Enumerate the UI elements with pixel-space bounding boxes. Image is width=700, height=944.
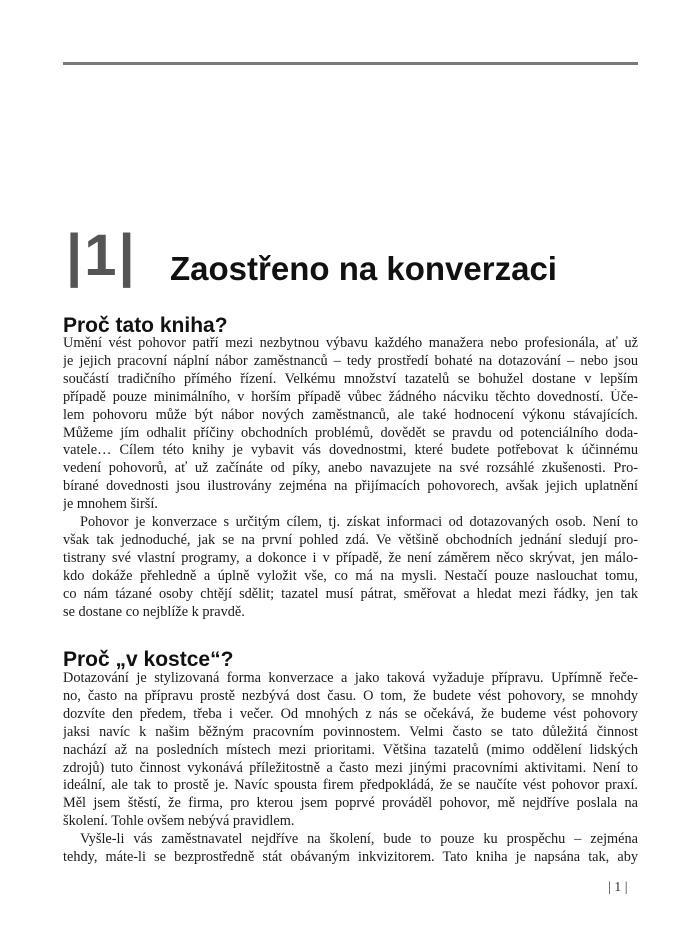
top-rule <box>63 62 638 65</box>
text-line: je mnohem širší. <box>63 496 158 513</box>
page-number: | 1 | <box>608 880 628 895</box>
text-line: nachází až na posledních místech mezi prioritami. Většina tazatelů (mimo oddělení lidských <box>63 741 638 758</box>
text-line: co nám tázané osoby chtějí sdělit; tazatel musí pátrat, směřovat a hledat mezi řádky, jen tak <box>63 585 638 602</box>
text-line: Pohovor je konverzace s určitým cílem, tj. získat informaci od dotazovaných osob. Není to <box>80 514 638 531</box>
text-line: školení. Tohle ovšem nebývá pravidlem. <box>63 813 295 830</box>
text-line: kdo dokáže přehledně a úplně vyložit vše, co má na mysli. Nestačí pouze naslouchat tomu, <box>63 567 638 584</box>
chapter-title: Zaostřeno na konverzaci <box>170 250 557 287</box>
text-line: Vyšle-li vás zaměstnavatel nejdříve na školení, bude to pouze ku prospěchu – zejména <box>80 831 638 848</box>
text-line: tistrany své vlastní programy, a dokonce i v případě, že není záměrem něco skrývat, jen málo- <box>63 549 638 566</box>
text-line: součástí tradičního přímého řízení. Velkému množství tazatelů se bohužel dostane v lepším <box>63 370 638 387</box>
text-line: Měl jsem štěstí, že firma, pro kterou jsem poprvé prováděl pohovor, mě nejdříve poslala na <box>63 795 638 812</box>
text-line: Můžeme jím odhalit příčiny obchodních problémů, dovědět se pravdu od potenciálního doda- <box>63 424 638 441</box>
section-heading: Proč tato kniha? <box>63 314 228 337</box>
text-line: bírané dovednosti jsou ilustrovány zejména na přijímacích pohovorech, avšak jejich uplatnění <box>63 478 638 495</box>
section-heading: Proč „v kostce“? <box>63 648 234 671</box>
chapter-number: |1| <box>66 223 137 288</box>
text-line: ideální, ale tak to prostě je. Navíc spousta firem předpokládá, že se naučíte vést pohovor praxí. <box>63 777 638 794</box>
text-line: je jejich pracovní náplní nábor zaměstnanců – tedy prostředí bohaté na dotazování – nebo jsou <box>63 352 638 369</box>
text-line: tehdy, máte-li se bezprostředně stát obávaným inkvizitorem. Tato kniha je napsána tak, aby <box>63 849 638 866</box>
text-line: se dostane co nejblíže k pravdě. <box>63 603 245 620</box>
text-line: vatele… Cílem této knihy je vybavit vás dovednostmi, které budete potřebovat k účinnému <box>63 442 638 459</box>
text-line: lem pohovoru může být nábor nových zaměstnanců, ale také hodnocení výkonu stávajících. <box>63 406 638 423</box>
text-line: dozvíte den předem, třeba i večer. Od mnohých z nás se očekává, že budeme vést pohovory <box>63 705 638 722</box>
text-line: jaksi navíc k našim běžným pracovním povinnostem. Velmi často se tato důležitá činnost <box>63 723 638 740</box>
text-line: Dotazování je stylizovaná forma konverzace a jako taková vyžaduje přípravu. Upřímně řeče- <box>63 670 638 686</box>
text-line: případě pouze minimálního, v horším případě vůbec žádného nácviku těchto dovedností. Úče- <box>63 388 638 405</box>
text-line: Umění vést pohovor patří mezi nezbytnou výbavu každého manažera nebo profesionála, ať už <box>63 335 638 351</box>
text-line: vedení pohovorů, ať už začínáte od píky, anebo navazujete na své rozsáhlé zkušenosti. Pro- <box>63 460 638 477</box>
text-line: no, často na přípravu prostě nezbývá dost času. O tom, že budete vést pohovory, se mnohdy <box>63 687 638 704</box>
text-line: zdrojů) tuto činnost vykonává příležitostně a často mezi jinými pracovními aktivitami. Není to <box>63 759 638 776</box>
section-body <box>63 670 638 867</box>
section-body <box>63 335 638 622</box>
text-line: však tak jednoduché, jak se na první pohled zdá. Ve většině obchodních jednání sledují pro- <box>63 531 638 548</box>
